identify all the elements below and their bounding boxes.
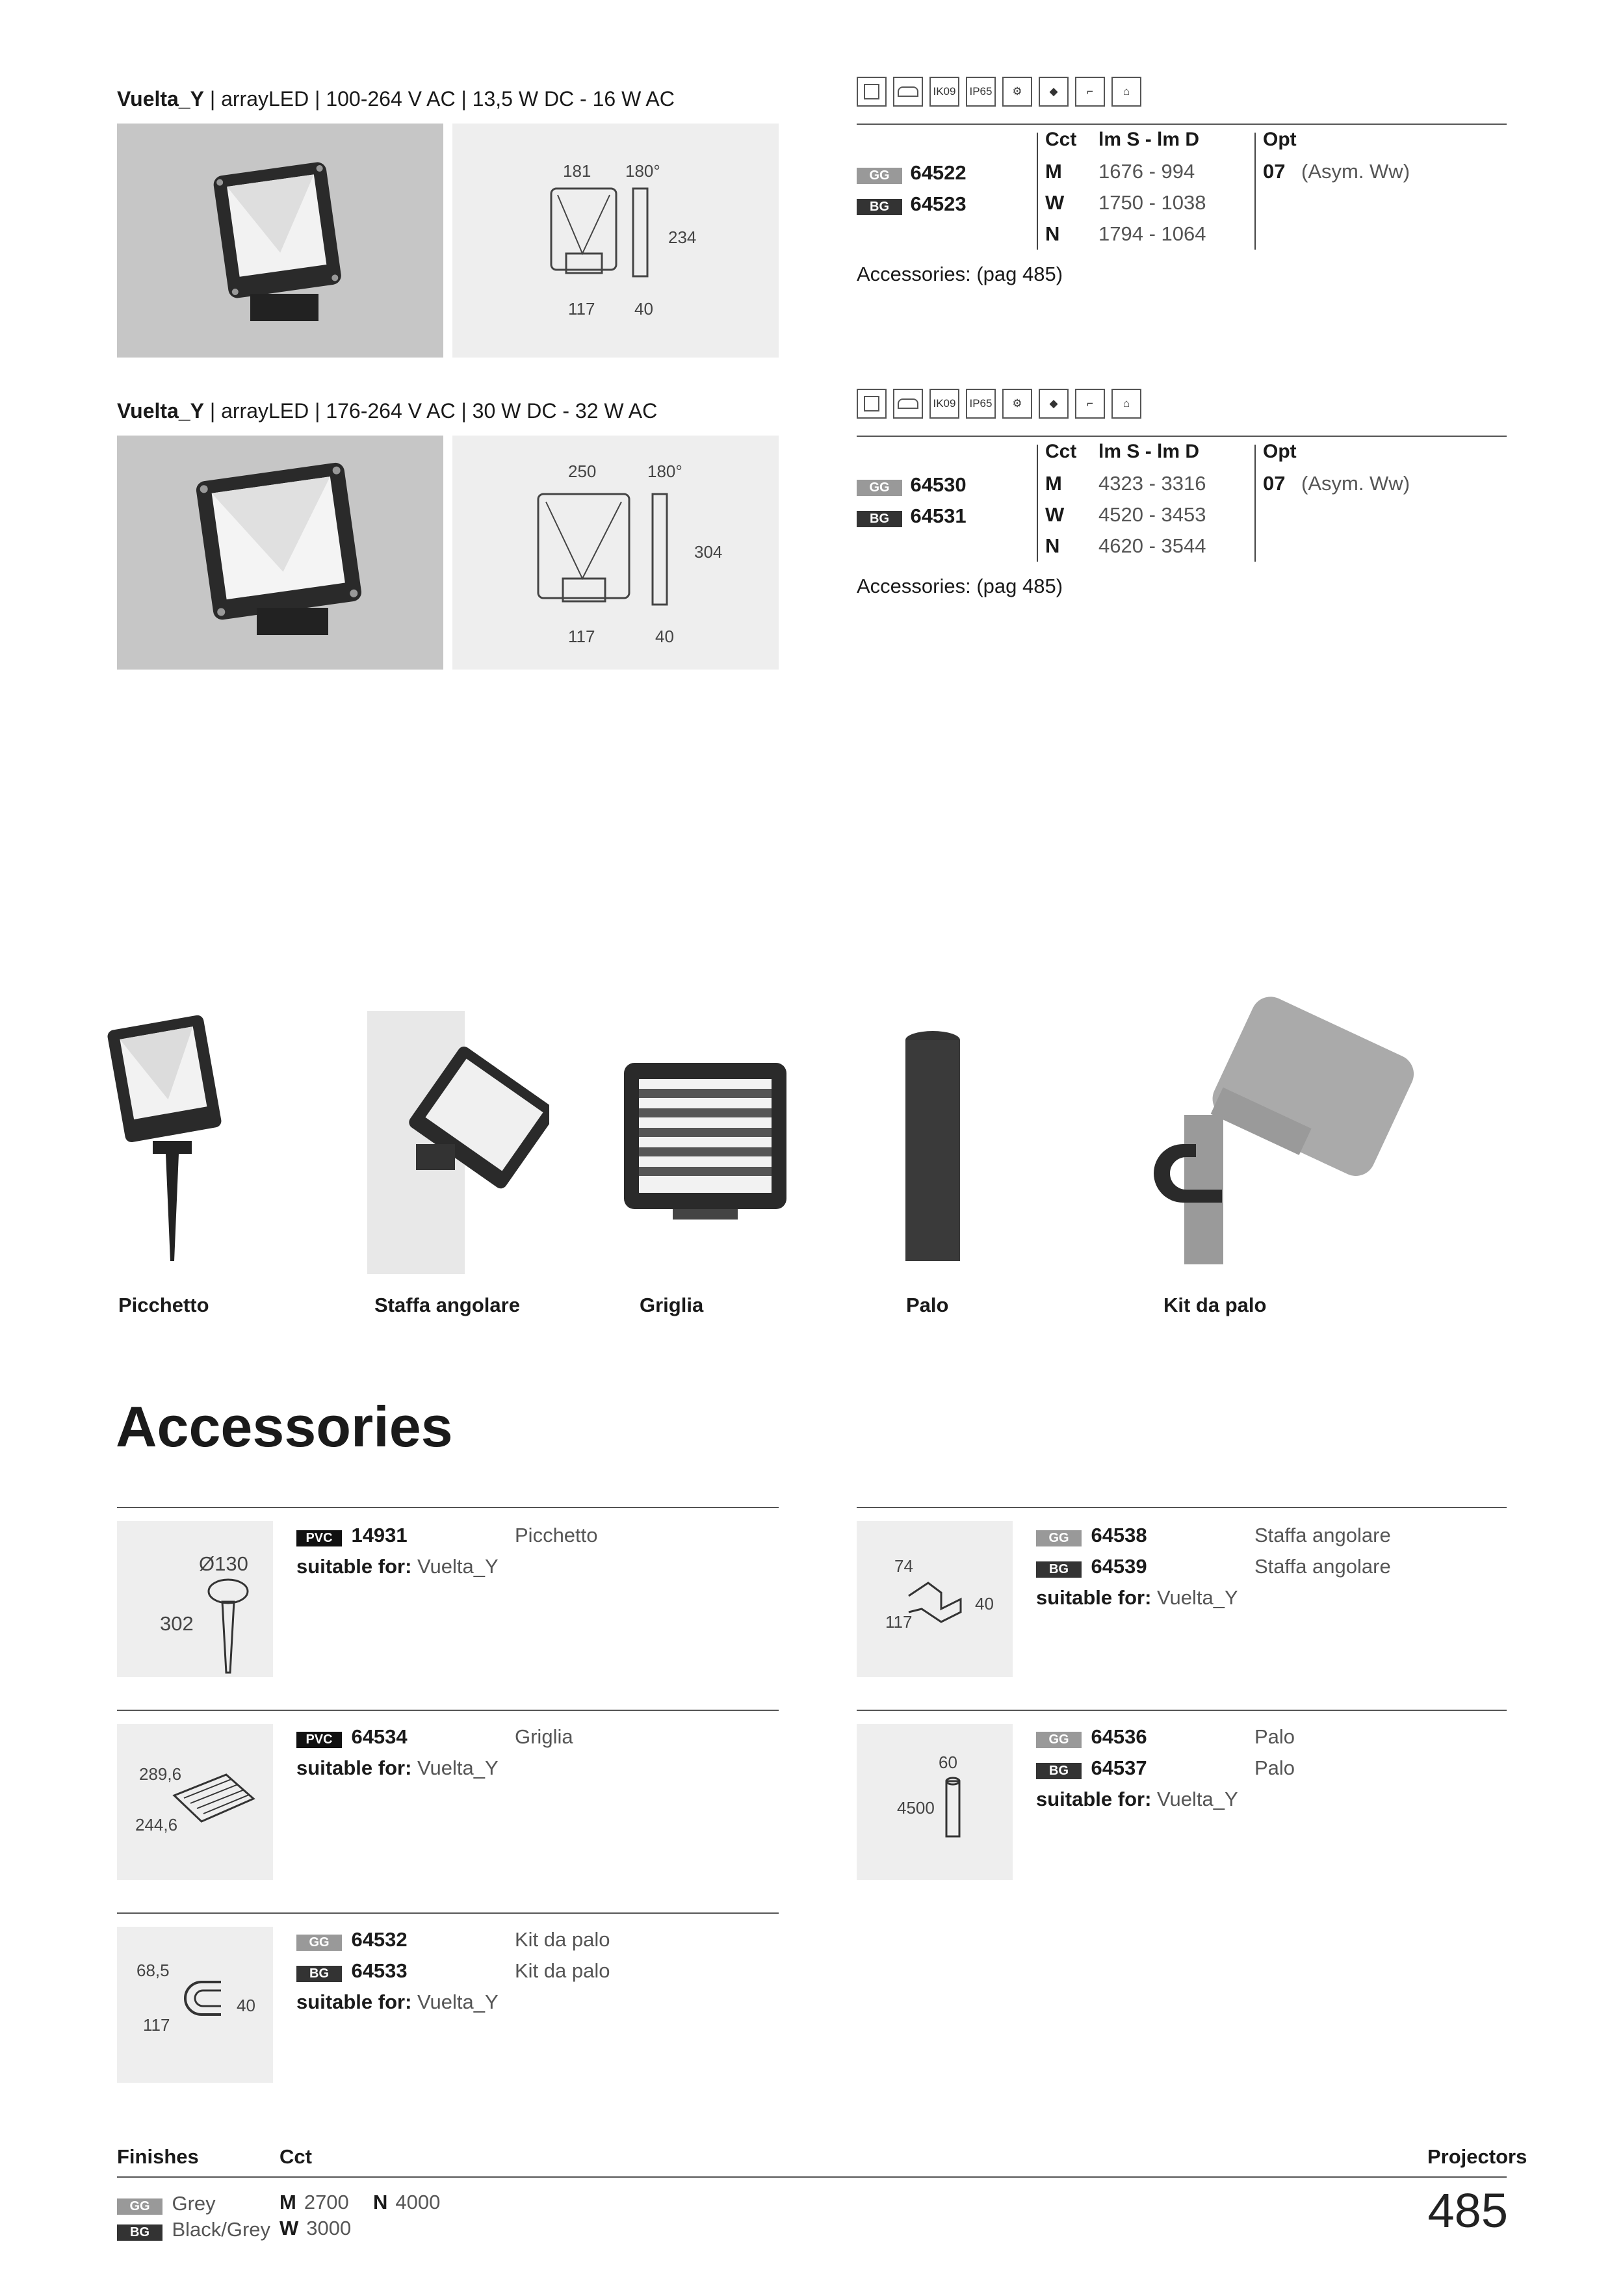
accessory-desc: Griglia [515,1725,573,1748]
finish-name: Black/Grey [172,2218,271,2241]
suitable-for: suitable for: Vuelta_Y [1036,1788,1238,1810]
class-ii-icon [857,77,887,107]
dim-depth: 40 [975,1594,994,1613]
accessory-code: 14931 [351,1524,408,1546]
dim-bracket: 117 [568,299,595,319]
accessory-drawing [117,1521,273,1677]
gallery-caption: Palo [906,1294,949,1316]
finish-name: Grey [172,2192,216,2215]
picchetto-image [104,1008,240,1268]
accessory-code: 64532 [351,1928,408,1951]
floodlight-image [117,436,443,670]
glow-wire-icon: ⚙ [1002,389,1032,419]
cct-value: N [1045,222,1060,245]
gallery-caption: Picchetto [118,1294,209,1316]
product-code: 64530 [910,473,967,496]
optic-desc: (Asym. Ww) [1301,472,1410,495]
finish-item [117,2192,216,2215]
accessory-line [1036,1725,1147,1749]
code-row [857,473,967,497]
product-1-divider [857,124,1507,125]
dim-angle: 180° [647,462,682,481]
header-opt: Opt [1263,129,1297,150]
code-row [857,161,967,185]
accessory-line [1036,1756,1147,1780]
header-lm: lm S - lm D [1098,129,1200,150]
product-2-photo [117,436,443,670]
finish-badge: GG [857,480,902,496]
accessory-desc: Kit da palo [515,1928,610,1951]
suitable-for: suitable for: Vuelta_Y [296,1990,499,2013]
accessory-desc: Staffa angolare [1254,1555,1391,1578]
dim-length: 117 [143,2015,170,2035]
accessory-line [296,1959,408,1983]
product-2-divider [857,436,1507,437]
finish-badge: BG [1036,1561,1082,1578]
dim-bracket: 117 [568,627,595,646]
accessory-line [296,1524,408,1547]
accessories-heading: Accessories [116,1394,453,1459]
gallery-caption: Staffa angolare [374,1294,520,1316]
gallery-caption: Kit da palo [1163,1294,1267,1316]
accessory-desc: Staffa angolare [1254,1524,1391,1546]
finish-item [117,2218,270,2241]
dim-width: 74 [894,1556,913,1576]
beam-icon: ◆ [1039,77,1069,107]
technical-drawing-icon [550,182,667,293]
product-2-drawing [452,436,779,670]
accessory-drawing [117,1724,273,1880]
col-divider [1254,133,1256,250]
accessory-divider [117,1507,779,1508]
accessory-line [296,1725,408,1749]
accessory-drawing [117,1927,273,2083]
ip-rating-icon: IP65 [966,389,996,419]
dim-length: 4500 [897,1798,935,1818]
accessory-divider [857,1710,1507,1711]
accessory-desc: Picchetto [515,1524,598,1546]
footer-section: Projectors [1427,2145,1527,2168]
surface-mount-icon [893,389,923,419]
footer-cct-label: Cct [279,2145,312,2168]
pole-icon [940,1776,966,1841]
cct-item: M 2700 [279,2191,349,2213]
accessory-code: 64537 [1091,1756,1147,1779]
product-code: 64522 [910,161,967,184]
accessory-drawing [857,1724,1013,1880]
cct-item: N 4000 [373,2191,441,2213]
header-cct: Cct [1045,441,1077,462]
product-2-title: Vuelta_Y | arrayLED | 176-264 V AC | 30 W DC - 32 W AC [117,399,658,423]
col-divider [1037,445,1038,562]
cct-value: W [1045,191,1065,214]
dim-width: 289,6 [139,1764,182,1784]
col-divider [1037,133,1038,250]
accessory-code: 64534 [351,1725,408,1748]
accessory-divider [857,1507,1507,1508]
class-ii-icon [857,389,887,419]
dim-height: 234 [668,228,697,247]
technical-drawing-icon [537,488,693,618]
finish-badge: GG [296,1935,342,1951]
finish-badge: BG [857,199,902,215]
product-code: 64531 [910,504,967,527]
ik-rating-icon: IK09 [929,77,959,107]
product-1-drawing [452,124,779,358]
col-divider [1254,445,1256,562]
cct-value: M [1045,160,1062,183]
ik-rating-icon: IK09 [929,389,959,419]
product-1-photo [117,124,443,358]
surface-mount-icon [893,77,923,107]
product-1-title: Vuelta_Y | arrayLED | 100-264 V AC | 13,5 W DC - 16 W AC [117,87,675,111]
accessory-line [1036,1555,1147,1578]
house-icon: ⌂ [1111,389,1141,419]
spike-icon [199,1578,257,1676]
finish-badge: BG [857,511,902,527]
corner-icon: ⌐ [1075,389,1105,419]
dim-depth: 40 [237,1996,255,2015]
footer-divider [117,2176,1507,2178]
floodlight-image [117,124,443,358]
accessory-desc: Kit da palo [515,1959,610,1982]
product-1-icons [857,77,1141,107]
palo-image [900,1030,965,1264]
beam-icon: ◆ [1039,389,1069,419]
lumen-value: 1794 - 1064 [1098,222,1206,245]
page-number: 485 [1427,2184,1508,2237]
accessory-code: 64538 [1091,1524,1147,1546]
optic-code: 07 [1263,160,1286,183]
code-row [857,192,967,216]
finish-badge: PVC [296,1530,342,1546]
dim-depth: 40 [634,299,653,319]
header-cct: Cct [1045,129,1077,150]
finish-badge: BG [296,1966,342,1982]
lumen-value: 4520 - 3453 [1098,503,1206,526]
header-lm: lm S - lm D [1098,441,1200,462]
header-opt: Opt [1263,441,1297,462]
accessory-line [1036,1524,1147,1547]
corner-icon: ⌐ [1075,77,1105,107]
accessory-desc: Palo [1254,1725,1295,1748]
code-row [857,504,967,528]
dim-angle: 180° [625,161,660,181]
product-code: 64523 [910,192,967,215]
optic-desc: (Asym. Ww) [1301,160,1410,183]
staffa-angolare-image [354,1011,549,1274]
accessory-divider [117,1912,779,1914]
suitable-for: suitable for: Vuelta_Y [296,1555,499,1578]
finish-badge: GG [857,168,902,184]
finish-badge: GG [1036,1732,1082,1748]
dim-length: 302 [160,1612,194,1635]
footer-finishes-label: Finishes [117,2145,199,2168]
dim-length: 117 [885,1612,913,1632]
suitable-for: suitable for: Vuelta_Y [296,1756,499,1779]
suitable-for: suitable for: Vuelta_Y [1036,1586,1238,1609]
accessory-divider [117,1710,779,1711]
dim-width: 68,5 [136,1961,170,1980]
accessory-code: 64533 [351,1959,408,1982]
finish-badge: PVC [296,1732,342,1748]
accessory-code: 64539 [1091,1555,1147,1578]
bracket-icon [902,1573,974,1625]
dim-diameter: 60 [939,1753,957,1772]
accessories-link[interactable]: Accessories: (pag 485) [857,263,1063,285]
house-icon: ⌂ [1111,77,1141,107]
dim-diameter: Ø130 [199,1552,248,1575]
cct-item: W 3000 [279,2217,352,2239]
dim-depth: 40 [655,627,674,646]
product-2-icons [857,389,1141,419]
dim-height: 244,6 [135,1815,178,1834]
glow-wire-icon: ⚙ [1002,77,1032,107]
grid-icon [168,1769,259,1828]
kit-da-palo-image [1131,995,1443,1268]
dim-width: 181 [563,161,591,181]
pole-clamp-icon [175,1972,234,2024]
lumen-value: 4620 - 3544 [1098,534,1206,557]
finish-badge: BG [117,2224,162,2241]
dim-height: 304 [694,542,723,562]
optic-code: 07 [1263,472,1286,495]
accessory-desc: Palo [1254,1756,1295,1779]
finish-badge: BG [1036,1763,1082,1779]
cct-value: N [1045,534,1060,557]
finish-badge: GG [1036,1530,1082,1546]
cct-value: M [1045,472,1062,495]
accessory-code: 64536 [1091,1725,1147,1748]
accessories-link[interactable]: Accessories: (pag 485) [857,575,1063,597]
dim-width: 250 [568,462,597,481]
gallery-caption: Griglia [640,1294,704,1316]
finish-badge: GG [117,2198,162,2215]
lumen-value: 1676 - 994 [1098,160,1195,183]
griglia-image [621,1060,790,1222]
lumen-value: 4323 - 3316 [1098,472,1206,495]
accessory-line [296,1928,408,1951]
cct-value: W [1045,503,1065,526]
ip-rating-icon: IP65 [966,77,996,107]
lumen-value: 1750 - 1038 [1098,191,1206,214]
accessory-drawing [857,1521,1013,1677]
